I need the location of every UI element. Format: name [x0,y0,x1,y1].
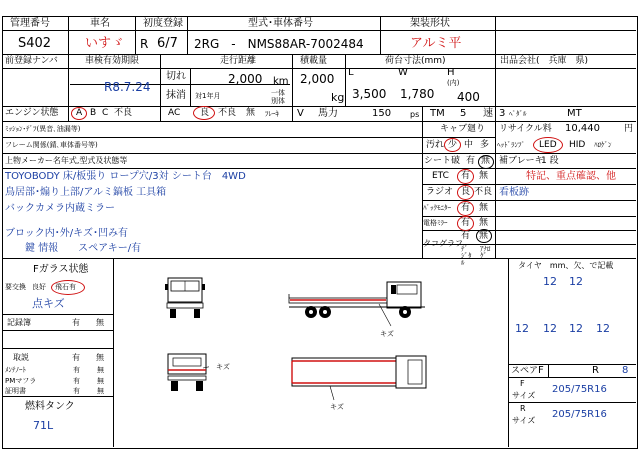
L-label: L [348,67,354,78]
tire-front-right: 12 [569,275,583,288]
kanri-value: S402 [18,36,52,51]
line [380,16,381,54]
body-line-1: TOYOBODY 床/板張り ロープ穴/3対 シート台 4WD [5,171,246,182]
line [2,121,636,122]
truck-top-view-icon [290,352,440,402]
recycle-unit: 円 [624,124,634,134]
r-size-sub: サイズ [512,416,536,425]
pm-yes: 有 [73,377,80,385]
torisetsu-yes: 有 [72,353,80,362]
line [508,364,636,365]
taco-circle [476,229,492,243]
H-sub: (内) [447,79,460,87]
back-circle [457,201,474,216]
r-size-value: 205/75R16 [552,409,607,420]
tire-rear-1: 12 [515,322,529,335]
kasou-label: 架装形状 [410,18,450,29]
sekisai-unit: kg [331,91,345,104]
yogore-mid: 中 [464,140,474,150]
engine-grade-a: A [76,108,83,118]
nidai-label: 荷台寸法(mm) [385,56,446,66]
taco-digital: ﾃﾞｼﾞﾀﾙ [461,245,472,267]
radio-label: ラジオ [426,187,454,197]
recycle-value: 10,440 [565,123,600,134]
kire-label: 切れ [166,71,186,82]
engine-grade-c: C [102,108,109,118]
line [508,402,636,403]
line [422,106,423,121]
tokki-text: 看板跡 [499,187,529,198]
shomei-no: 無 [97,387,104,395]
shodo-label: 初度登録 [143,18,183,29]
fuel-value: 71L [33,419,54,432]
tire-front-left: 12 [543,275,557,288]
line [2,330,113,331]
kanri-label: 管理番号 [10,18,50,29]
etc-label: ETC [432,171,449,181]
head-label: ﾍｯﾄﾞﾗﾝﾌﾟ [497,141,525,149]
radio-good: 良 [461,187,471,197]
tm-unit: 速 [483,108,493,119]
taco-analog: ｱﾅﾛｸﾞ [480,245,491,260]
sokou-value: 2,000 [228,72,263,86]
fglass-circle [51,280,85,295]
kizu-label-1: キズ [380,330,394,338]
line [292,106,293,121]
line [160,84,290,85]
kizu-label-2: キズ [216,363,230,371]
sheet-no: 無 [481,156,491,166]
etc-no: 無 [479,171,489,181]
line [548,364,549,377]
pedal-label: ﾍﾟﾀﾞﾙ [509,110,527,118]
denkyo-no: 無 [479,218,489,228]
engine-grade-b: B [90,108,97,118]
line [495,16,496,54]
fuel-label: 燃料タンク [25,401,75,412]
line [345,54,346,106]
radio-bad: 不良 [474,187,493,197]
shomei-yes: 有 [73,387,80,395]
hojo-value: 1 段 [541,156,559,166]
yogore-circle [444,138,461,152]
head-circle [533,137,563,153]
power-value: 150 [372,108,392,119]
tire-rear-4: 12 [596,322,610,335]
pm-no: 無 [97,377,104,385]
tm-label: TM [430,108,445,119]
katashiki-label: 型式･車体番号 [248,18,313,29]
massho-sub: 対1年月 [195,92,221,100]
head-led: LED [539,140,557,150]
sheet-yes: 有 [466,156,476,166]
torisetsu-no: 無 [96,353,104,362]
tire-rear-3: 12 [569,322,583,335]
brake-value: V [297,108,304,119]
back-label: ﾊﾞｯｸﾓﾆﾀｰ [423,204,451,212]
spare-F: F [538,365,544,376]
line [2,314,113,315]
shodo-value: 6/7 [157,36,178,51]
spare-label: スペア [511,366,539,376]
f-size-label: F [520,379,525,388]
ac-good: 良 [200,108,210,118]
taco-yes: 有 [461,231,471,241]
head-halogen: ﾊﾛｹﾞﾝ [594,141,612,149]
truck-side-view-icon [285,276,435,328]
mission-label: ﾐｯｼｮﾝ･ﾃﾞﾌ(異音､油漏等) [5,125,81,133]
r-size-label: R [520,404,526,413]
brake-label: ﾌﾚｰｷ [265,110,279,118]
massho-label: 抹消 [166,90,186,101]
sokou-note: 一体別体 [271,89,285,105]
ac-circle [193,106,215,120]
mente-no: 無 [97,366,104,374]
fglass-opt-koukan: 要交換 [5,283,26,291]
line [2,30,636,31]
line [422,216,636,217]
sekisai-label: 積載量 [300,56,328,66]
sheet-circle [478,155,494,169]
line [2,348,113,349]
fglass-title: Fガラス状態 [33,264,89,275]
tokki-title: 特記、重点確認、他 [526,171,616,182]
back-no: 無 [479,203,489,213]
line [135,16,136,54]
ac-label: AC [168,108,181,118]
maker-label: 車名 [90,18,110,29]
line [292,54,293,106]
line [2,153,636,154]
line [508,258,509,447]
shomei-label: 証明書 [5,387,26,395]
line [187,16,188,54]
yogore-high: 多 [480,140,490,150]
katashiki-value: 2RG - NMS88AR-7002484 [194,37,364,51]
line [68,106,69,121]
etc-circle [457,169,474,184]
engine-grade-circle [71,107,87,120]
denkyo-yes: 有 [461,218,471,228]
L-value: 3,500 [352,87,387,101]
mente-label: ﾒﾝﾃﾉｰﾄ [5,366,26,374]
ac-none: 無 [246,108,256,118]
fglass-opt-tobiishi: 飛石有 [55,283,76,291]
taco-no: 無 [479,231,489,241]
body-line-5: 鍵 情報 スペアキー/有 [25,243,142,254]
H-value: 400 [457,90,480,104]
f-size-value: 205/75R16 [552,384,607,395]
ac-bad: 不良 [218,108,237,118]
kiroku-label: 記録簿 [7,318,31,327]
back-yes: 有 [461,203,471,213]
line [495,54,496,106]
fglass-opt-ryoukou: 良好 [32,283,46,291]
kasou-value: アルミ平 [410,36,462,51]
line [2,396,113,397]
taco-label: タコグラフ [423,239,463,248]
tm-value: 5 [460,108,467,119]
line [422,121,423,258]
sokou-label: 走行距離 [220,56,257,66]
line [2,106,636,107]
spare-R: R [592,365,599,376]
kiroku-no: 無 [96,318,104,327]
power-label: 馬力 [318,108,338,119]
line [2,68,636,69]
fglass-note: 点キズ [32,297,65,310]
line [190,68,191,106]
kigen-label: 車検有効期限 [85,56,140,66]
tire-title: タイヤ mm、欠、で記載 [518,261,614,270]
sekisai-value: 2,000 [300,72,335,86]
H-label: H [447,67,455,78]
line [68,54,69,106]
line [160,106,161,121]
line [113,258,114,447]
power-unit: ps [410,110,420,119]
line [422,200,636,201]
torisetsu-label: 取説 [13,353,29,362]
body-line-2: 鳥居部･煽り上部/アルミ鎬板 工具箱 [5,187,167,198]
body-line-3: バックカメラ内蔵ミラー [5,203,115,214]
denkyo-circle [457,216,474,231]
shodo-era: R [140,37,149,51]
truck-front-view-icon [165,276,205,320]
spare-R-value: 8 [622,365,629,376]
pedal-num: 3 [499,108,506,119]
radio-circle [457,185,474,200]
f-size-sub: サイズ [512,391,536,400]
line [422,230,636,231]
maker-value: いすゞ [85,36,125,51]
shuppin-label: 出品会社( 兵庫 県) [500,56,589,66]
engine-label: エンジン状態 [5,108,59,118]
frame-label: フレーム関係(錆､車体番号等) [5,141,98,149]
line [2,168,636,169]
etc-yes: 有 [461,171,471,181]
kizu-label-3: キズ [330,403,344,411]
recycle-label: リサイクル料 [499,124,552,134]
tire-rear-2: 12 [543,322,557,335]
line [508,377,636,378]
body-line-4: ブロック内･外/キズ･凹み有 [5,228,128,239]
yogore-low: 少 [448,140,458,150]
W-label: W [398,67,408,78]
sheet-label: シート破 [424,156,461,166]
zen-label: 前登録ナンバ [5,56,58,66]
engine-grade-ng: 不良 [114,108,133,118]
mente-yes: 有 [73,366,80,374]
W-value: 1,780 [400,87,435,101]
pedal-value: MT [567,108,582,119]
jousou-label: 上物メーカー名年式,型式及状態等 [5,156,128,165]
truck-rear-view-icon [165,352,209,396]
pm-label: PMマフラ [5,377,37,385]
kiroku-yes: 有 [72,318,80,327]
kigen-value: R8.7.24 [104,80,151,94]
sokou-unit: km [273,76,289,87]
line [160,54,161,106]
denkyo-label: 電格ﾐﾗｰ [423,219,448,227]
line [68,16,69,54]
line [422,184,636,185]
line [495,106,496,121]
hojo-label: 補ブレーキ [499,156,544,166]
yogore-label: 汚れ [426,140,445,150]
line [495,121,496,258]
line [2,54,636,55]
cab-label: キャブ廻り [440,124,486,134]
line [2,258,636,259]
head-hid: HID [569,140,586,150]
